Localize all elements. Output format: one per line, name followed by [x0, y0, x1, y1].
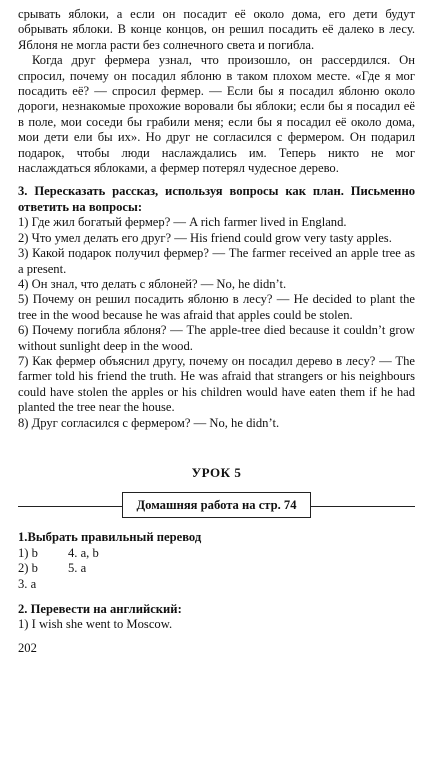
task2-heading: 2. Перевести на английский: — [18, 602, 182, 616]
answer-item: 3. a — [18, 576, 37, 591]
divider-line-left — [18, 506, 122, 507]
qa-item: 4) Он знал, что делать с яблоней? — No, he didn’t. — [18, 276, 287, 291]
translation-item: 1) I wish she went to Moscow. — [18, 617, 173, 632]
page — [18, 7, 415, 656]
task3-heading: 3. Пересказать рассказ, используя вопросы как план. Письменно ответить на вопросы: — [18, 184, 415, 214]
task1-heading: 1.Выбрать правильный перевод — [18, 530, 202, 545]
lesson-title: УРОК 5 — [191, 464, 242, 480]
qa-item: 5) Почему он решил посадить яблоню в лесу? — He decided to plant the tree in the wood because he was afraid that apples could be stolen. — [18, 292, 415, 322]
story-paragraph-2: Когда друг фермера узнал, что произошло, он рассердился. Он спросил, почему он посадил яблоню в таком плохом месте. «Где я мог посадить её? — спросил фермер. — Если бы я посадил яблоню около дороги, незнакомые прохожие воровали бы яблоки; если бы я посадил её в поле, мои соседи бы грабили меня; если бы я посадил её около дома, мои дети ели бы их». Но друг не согласился с фермером. Он подарил подарок, чтобы люди наслаждались им. Теперь никто не мог наслаждаться яблоками, а фермер потерял чудесное дерево. — [18, 53, 415, 176]
qa-item: 3) Какой подарок получил фермер? — The farmer received an apple tree as a present. — [18, 246, 415, 276]
qa-item: 8) Друг согласился с фермером? — No, he didn’t. — [18, 415, 280, 430]
answer-item — [68, 577, 128, 592]
answer-item: 4. a, b — [68, 545, 99, 560]
answers-grid — [18, 546, 415, 592]
homework-box: Домашняя работа на стр. 74 — [122, 492, 311, 518]
answer-item: 2) b — [18, 561, 38, 576]
answer-item: 1) b — [18, 545, 38, 560]
divider-line-right — [311, 506, 415, 507]
qa-item: 6) Почему погибла яблоня? — The apple-tree died because it couldn’t grow without sunlight deep in the wood. — [18, 323, 415, 353]
answer-item: 5. a — [68, 561, 87, 576]
qa-item: 2) Что умел делать его друг? — His friend could grow very tasty apples. — [18, 230, 392, 245]
page-number: 202 — [18, 640, 37, 655]
qa-item: 1) Где жил богатый фермер? — A rich farmer lived in England. — [18, 215, 347, 230]
story-paragraph-1: срывать яблоки, а если он посадит её около дома, его дети будут обрывать яблоки. В конце концов, он решил посадить её далеко в лесу. Яблоня не могла расти без солнечного света и погибла. — [18, 7, 415, 52]
qa-item: 7) Как фермер объяснил другу, почему он посадил дерево в лесу? — The farmer told his friend the truth. He was afraid that strangers or his neighbours could have stolen the apples or his children would have eaten them if he had planted the tree near the house. — [18, 353, 415, 415]
homework-banner — [18, 492, 415, 520]
